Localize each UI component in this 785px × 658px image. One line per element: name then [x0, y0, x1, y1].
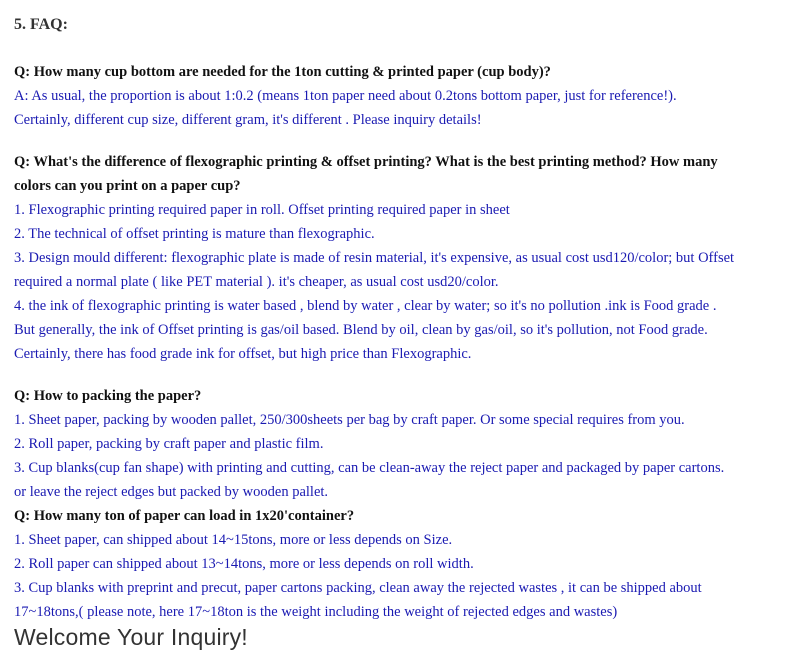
faq-4-question: Q: How many ton of paper can load in 1x20'container?	[14, 508, 355, 524]
faq-2-question: Q: What's the difference of flexographic printing & offset printing? What is the best printing method? How many	[14, 154, 718, 170]
faq-2-answer-line: required a normal plate ( like PET material ). it's cheaper, as usual cost usd20/color.	[14, 274, 499, 290]
faq-2-answer-line: 4. the ink of flexographic printing is water based , blend by water , clear by water; so it's no pollution .ink is Food grade .	[14, 298, 717, 314]
faq-4-answer-line: 2. Roll paper can shipped about 13~14tons, more or less depends on roll width.	[14, 556, 474, 572]
faq-2-question: colors can you print on a paper cup?	[14, 178, 241, 194]
faq-3-answer-line: 2. Roll paper, packing by craft paper and plastic film.	[14, 436, 324, 452]
faq-2-answer-line: But generally, the ink of Offset printing is gas/oil based. Blend by oil, clean by gas/oil, so it's pollution, not Food grade.	[14, 322, 708, 338]
faq-4-answer-line: 1. Sheet paper, can shipped about 14~15tons, more or less depends on Size.	[14, 532, 453, 548]
faq-4-answer-line: 17~18tons,( please note, here 17~18ton is the weight including the weight of rejected edges and wastes)	[14, 604, 618, 620]
faq-1-answer-line: Certainly, different cup size, different gram, it's different . Please inquiry details!	[14, 112, 482, 128]
faq-1-question: Q: How many cup bottom are needed for the 1ton cutting & printed paper (cup body)?	[14, 64, 551, 80]
faq-3-answer-line: or leave the reject edges but packed by wooden pallet.	[14, 484, 329, 500]
faq-3-answer-line: 3. Cup blanks(cup fan shape) with printing and cutting, can be clean-away the reject paper and packaged by paper cartons.	[14, 460, 725, 476]
faq-4-answer-line: 3. Cup blanks with preprint and precut, paper cartons packing, clean away the rejected wastes , it can be shipped about	[14, 580, 702, 596]
faq-2-answer-line: 2. The technical of offset printing is mature than flexographic.	[14, 226, 375, 242]
section-heading: 5. FAQ:	[14, 16, 68, 33]
faq-2-answer-line: 3. Design mould different: flexographic plate is made of resin material, it's expensive, as usual cost usd120/color; but Offset	[14, 250, 735, 266]
closing-banner: Welcome Your Inquiry!	[14, 624, 248, 650]
faq-2-answer-line: Certainly, there has food grade ink for offset, but high price than Flexographic.	[14, 346, 472, 362]
faq-1-answer-line: A: As usual, the proportion is about 1:0.2 (means 1ton paper need about 0.2tons bottom paper, just for reference!).	[14, 88, 677, 104]
faq-2-answer-line: 1. Flexographic printing required paper in roll. Offset printing required paper in sheet	[14, 202, 510, 218]
faq-3-answer-line: 1. Sheet paper, packing by wooden pallet, 250/300sheets per bag by craft paper. Or some special requires from you.	[14, 412, 685, 428]
faq-3-question: Q: How to packing the paper?	[14, 388, 202, 404]
